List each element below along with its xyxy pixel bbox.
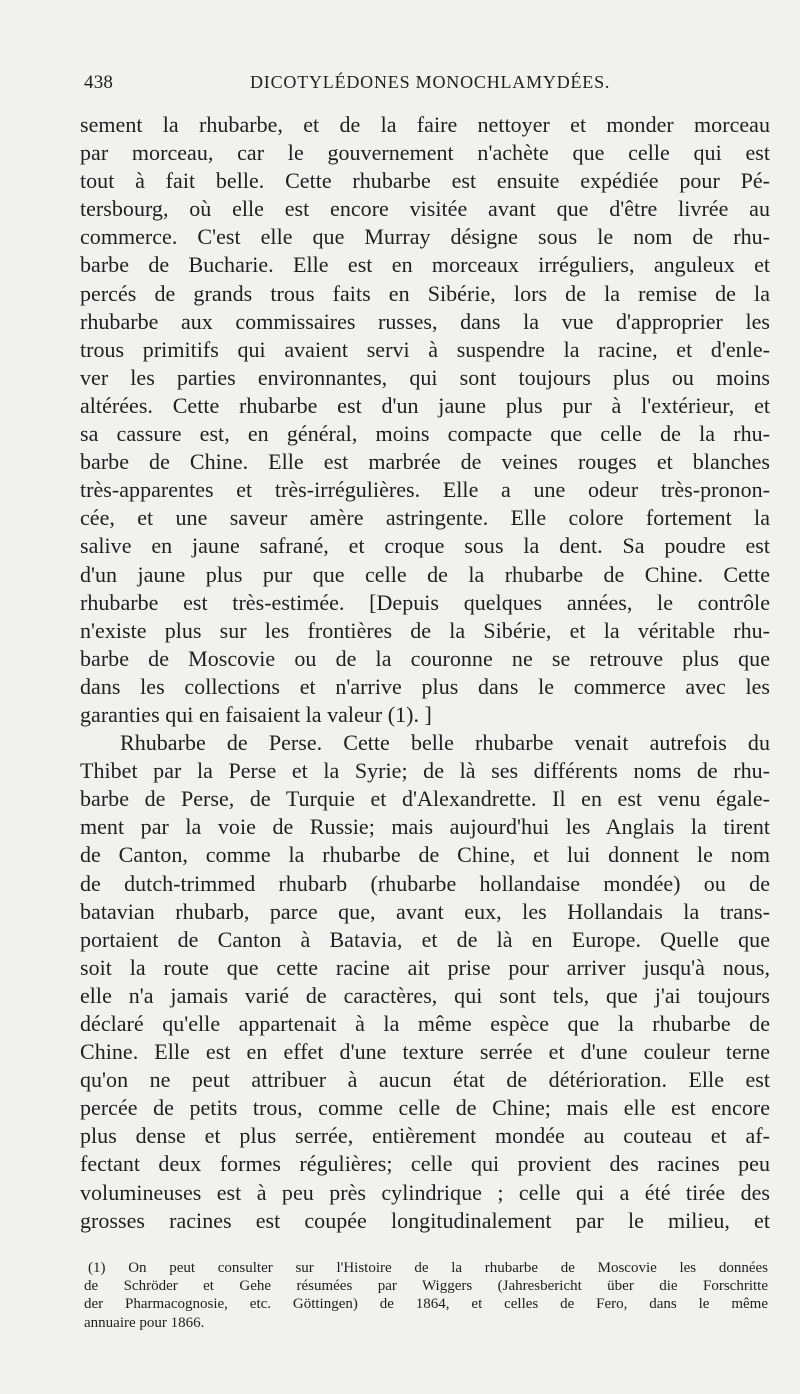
text-line: barbe de Moscovie ou de la couronne ne se retrouve plus que	[80, 645, 770, 671]
page-number: 438	[84, 72, 114, 93]
text-line: commerce. C'est elle que Murray désigne sous le nom de rhu-	[80, 224, 770, 250]
text-line: barbe de Bucharie. Elle est en morceaux irréguliers, anguleux et	[80, 252, 770, 278]
text-line: percée de petits trous, comme celle de Chine; mais elle est encore	[80, 1095, 770, 1121]
text-line: grosses racines est coupée longitudinalement par le milieu, et	[80, 1207, 770, 1233]
text-line: ver les parties environnantes, qui sont toujours plus ou moins	[80, 364, 770, 390]
text-line: Chine. Elle est en effet d'une texture serrée et d'une couleur terne	[80, 1039, 770, 1065]
text-line: soit la route que cette racine ait prise pour arriver jusqu'à nous,	[80, 954, 770, 980]
text-line: ment par la voie de Russie; mais aujourd'hui les Anglais la tirent	[80, 814, 770, 840]
text-line: barbe de Chine. Elle est marbrée de veines rouges et blanches	[80, 449, 770, 475]
text-line: n'existe plus sur les frontières de la Sibérie, et la véritable rhu-	[80, 617, 770, 643]
text-line: fectant deux formes régulières; celle qui provient des racines peu	[80, 1151, 770, 1177]
text-line: tersbourg, où elle est encore visitée avant que d'être livrée au	[80, 196, 770, 222]
text-line: sement la rhubarbe, et de la faire nettoyer et monder morceau	[80, 112, 770, 137]
text-line: percés de grands trous faits en Sibérie, lors de la remise de la	[80, 280, 770, 306]
footnote-line: annuaire pour 1866.	[84, 1314, 205, 1331]
text-line: salive en jaune safrané, et croque sous la dent. Sa poudre est	[80, 533, 770, 559]
text-line: Rhubarbe de Perse. Cette belle rhubarbe venait autrefois du	[120, 730, 770, 756]
text-line: d'un jaune plus pur que celle de la rhubarbe de Chine. Cette	[80, 561, 770, 587]
footnote-line: der Pharmacognosie, etc. Göttingen) de 1864, et celles de Fero, dans le même	[84, 1296, 768, 1313]
text-line: trous primitifs qui avaient servi à suspendre la racine, et d'enle-	[80, 336, 770, 362]
text-line: plus dense et plus serrée, entièrement mondée au couteau et af-	[80, 1123, 770, 1149]
text-line: tout à fait belle. Cette rhubarbe est ensuite expédiée pour Pé-	[80, 168, 770, 194]
page-header	[84, 72, 768, 102]
text-line: déclaré qu'elle appartenait à la même espèce que la rhubarbe de	[80, 1011, 770, 1036]
text-line: dans les collections et n'arrive plus dans le commerce avec les	[80, 673, 770, 699]
running-title: DICOTYLÉDONES MONOCHLAMYDÉES.	[250, 72, 611, 92]
text-line: batavian rhubarb, parce que, avant eux, les Hollandais la trans-	[80, 898, 770, 924]
text-line: sa cassure est, en général, moins compacte que celle de la rhu-	[80, 421, 770, 447]
text-line: cée, et une saveur amère astringente. Elle colore fortement la	[80, 505, 770, 531]
text-line: elle n'a jamais varié de caractères, qui sont tels, que j'ai toujours	[80, 982, 770, 1008]
text-line: rhubarbe aux commissaires russes, dans la vue d'approprier les	[80, 308, 770, 334]
text-line: de Canton, comme la rhubarbe de Chine, et lui donnent le nom	[80, 842, 770, 868]
text-line: volumineuses est à peu près cylindrique ; celle qui a été tirée des	[80, 1179, 770, 1205]
body-text	[80, 111, 770, 1235]
text-line: qu'on ne peut attribuer à aucun état de détérioration. Elle est	[80, 1067, 770, 1093]
text-line: par morceau, car le gouvernement n'achète que celle qui est	[80, 140, 770, 166]
footnote-line: (1) On peut consulter sur l'Histoire de la rhubarbe de Moscovie les données	[88, 1260, 768, 1276]
text-line: altérées. Cette rhubarbe est d'un jaune plus pur à l'extérieur, et	[80, 392, 770, 418]
footnotes	[84, 1259, 768, 1332]
text-line: portaient de Canton à Batavia, et de là en Europe. Quelle que	[80, 926, 770, 952]
footnote-line: de Schröder et Gehe résumées par Wiggers (Jahresbericht über die Forschritte	[84, 1278, 768, 1295]
text-line: rhubarbe est très-estimée. [Depuis quelques années, le contrôle	[80, 589, 770, 615]
text-line: garanties qui en faisaient la valeur (1). ]	[80, 701, 432, 727]
text-line: très-apparentes et très-irrégulières. Elle a une odeur très-pronon-	[80, 477, 770, 503]
text-line: Thibet par la Perse et la Syrie; de là ses différents noms de rhu-	[80, 758, 770, 784]
text-line: barbe de Perse, de Turquie et d'Alexandrette. Il en est venu égale-	[80, 786, 770, 812]
text-line: de dutch-trimmed rhubarb (rhubarbe hollandaise mondée) ou de	[80, 870, 770, 896]
